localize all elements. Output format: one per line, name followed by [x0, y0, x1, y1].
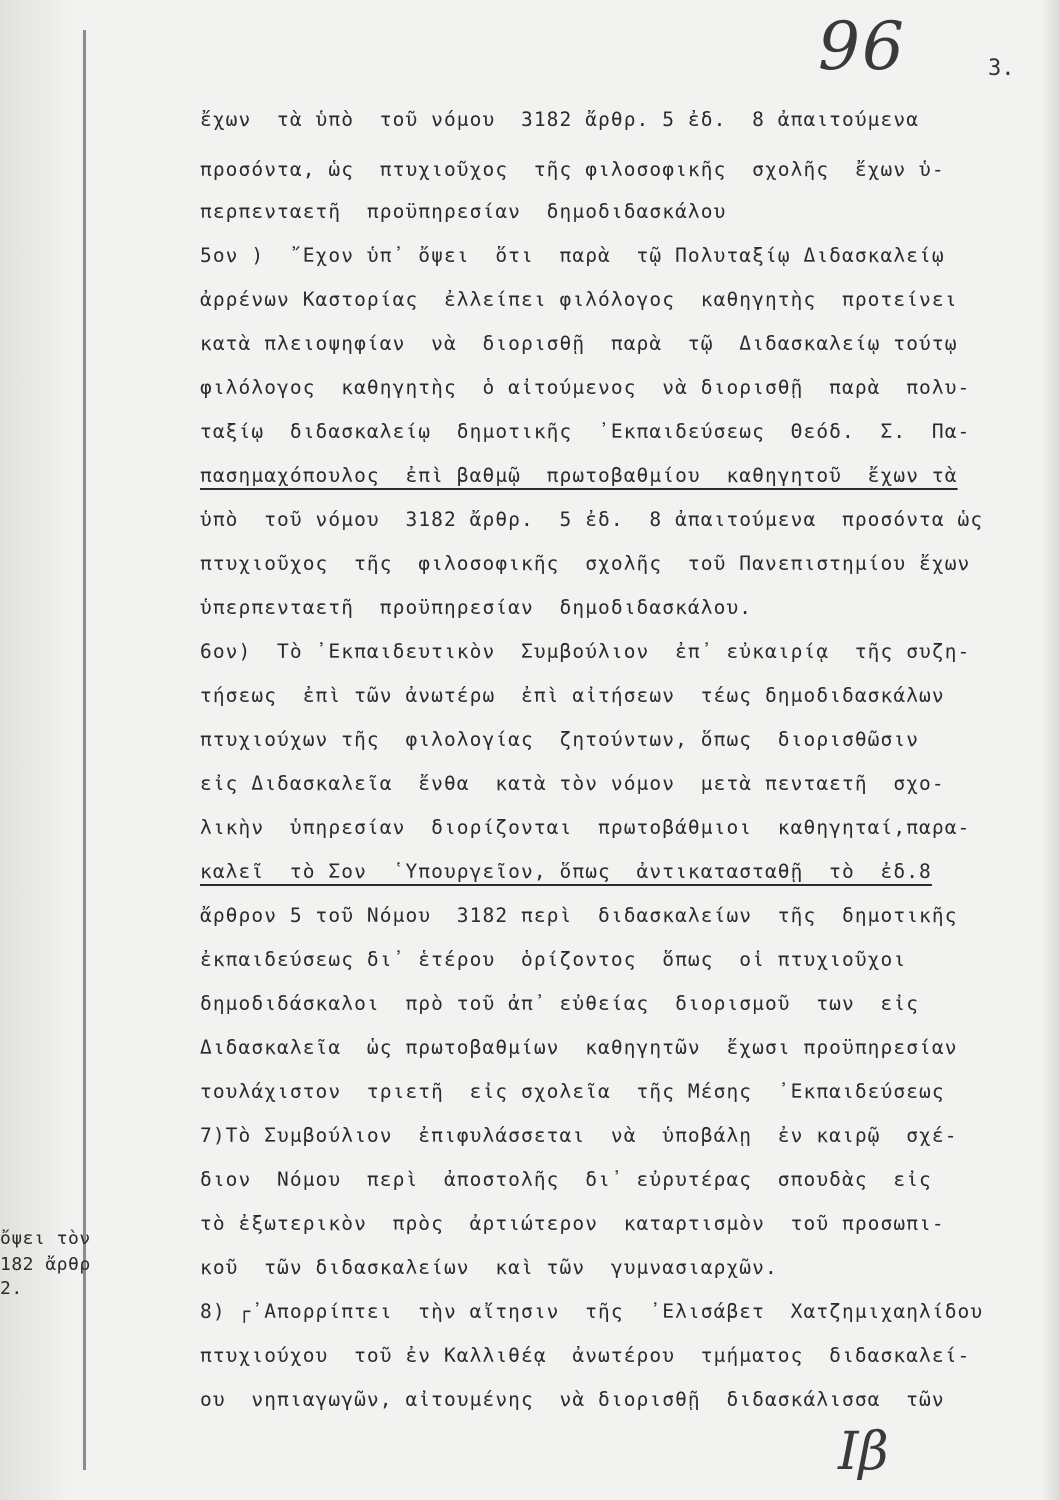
text-line: πτυχιούχων τῆς φιλολογίας ζητούντων, ὅπως διορισθῶσιν: [200, 728, 920, 751]
handwritten-initials: Ιβ: [838, 1422, 889, 1482]
text-line: ου νηπιαγωγῶν, αἰτουμένης νὰ διορισθῇ διδασκάλισσα τῶν: [200, 1388, 945, 1411]
text-line: καλεῖ τὸ Σον ῾Υπουργεῖον, ὅπως ἀντικατασταθῇ τὸ ἐδ.8: [200, 860, 932, 883]
text-line: 6ον) Τὸ ᾿Εκπαιδευτικὸν Συμβούλιον ἐπ᾽ εὐκαιρίᾳ τῆς συζη-: [200, 640, 971, 663]
text-line: τουλάχιστον τριετῆ εἰς σχολεῖα τῆς Μέσης ᾿Εκπαιδεύσεως: [200, 1080, 945, 1103]
text-line: ὑπερπενταετῆ προϋπηρεσίαν δημοδιδασκάλου.: [200, 596, 753, 619]
text-line: 5ον ) ῎Εχον ὑπ᾽ ὄψει ὅτι παρὰ τῷ Πολυταξίῳ Διδασκαλείῳ: [200, 244, 945, 267]
scan-right-edge: [1042, 0, 1060, 1500]
text-line: 8) ┌᾽Απορρίπτει τὴν αἴτησιν τῆς ᾿Ελισάβετ Χατζημιχαηλίδου: [200, 1300, 984, 1323]
text-line: εἰς Διδασκαλεῖα ἔνθα κατὰ τὸν νόμον μετὰ πενταετῆ σχο-: [200, 772, 945, 795]
text-line: ταξίῳ διδασκαλείῳ δημοτικῆς ᾿Εκπαιδεύσεως Θεόδ. Σ. Πα-: [200, 420, 971, 443]
text-line: προσόντα, ὡς πτυχιοῦχος τῆς φιλοσοφικῆς σχολῆς ἔχων ὑ-: [200, 158, 945, 181]
margin-note-line: 182 ἄρθρ: [0, 1254, 91, 1275]
text-line: ὑπὸ τοῦ νόμου 3182 ἄρθρ. 5 ἐδ. 8 ἀπαιτούμενα προσόντα ὡς: [200, 508, 984, 531]
text-line: φιλόλογος καθηγητὴς ὁ αἰτούμενος νὰ διορισθῇ παρὰ πολυ-: [200, 376, 971, 399]
text-line: πτυχιοῦχος τῆς φιλοσοφικῆς σχολῆς τοῦ Πανεπιστημίου ἔχων: [200, 552, 971, 575]
text-line: ἔχων τὰ ὑπὸ τοῦ νόμου 3182 ἄρθρ. 5 ἐδ. 8 ἀπαιτούμενα: [200, 108, 920, 131]
handwritten-page-number: 96: [818, 8, 906, 85]
typed-page-number: 3.: [988, 56, 1015, 81]
scan-left-edge: [0, 0, 70, 1500]
margin-note-line: 2.: [0, 1278, 23, 1299]
text-line: πασημαχόπουλος ἐπὶ βαθμῷ πρωτοβαθμίου καθηγητοῦ ἔχων τὰ: [200, 464, 958, 487]
text-line: περπενταετῆ προϋπηρεσίαν δημοδιδασκάλου: [200, 200, 727, 223]
margin-note-line: ὄψει τὸν: [0, 1228, 91, 1249]
text-line: τὸ ἐξωτερικὸν πρὸς ἀρτιώτερον καταρτισμὸν τοῦ προσωπι-: [200, 1212, 945, 1235]
text-line: διον Νόμου περὶ ἀποστολῆς δι᾽ εὐρυτέρας σπουδὰς εἰς: [200, 1168, 932, 1191]
text-line: λικὴν ὑπηρεσίαν διορίζονται πρωτοβάθμιοι καθηγηταί,παρα-: [200, 816, 971, 839]
text-line: ἀρρένων Καστορίας ἐλλείπει φιλόλογος καθηγητὴς προτείνει: [200, 288, 958, 311]
text-line: κατὰ πλειοψηφίαν νὰ διορισθῇ παρὰ τῷ Διδασκαλείῳ τούτῳ: [200, 332, 958, 355]
text-line: ἄρθρον 5 τοῦ Νόμου 3182 περὶ διδασκαλείων τῆς δημοτικῆς: [200, 904, 958, 927]
text-line: τήσεως ἐπὶ τῶν ἀνωτέρω ἐπὶ αἰτήσεων τέως δημοδιδασκάλων: [200, 684, 945, 707]
text-line: Διδασκαλεῖα ὡς πρωτοβαθμίων καθηγητῶν ἔχωσι προϋπηρεσίαν: [200, 1036, 958, 1059]
text-line: δημοδιδάσκαλοι πρὸ τοῦ ἀπ᾽ εὐθείας διορισμοῦ των εἰς: [200, 992, 920, 1015]
text-line: ἐκπαιδεύσεως δι᾽ ἑτέρου ὁρίζοντος ὅπως οἱ πτυχιοῦχοι: [200, 948, 907, 971]
text-line: 7)Τὸ Συμβούλιον ἐπιφυλάσσεται νὰ ὑποβάλῃ ἐν καιρῷ σχέ-: [200, 1124, 958, 1147]
text-line: κοῦ τῶν διδασκαλείων καὶ τῶν γυμνασιαρχῶν.: [200, 1256, 778, 1279]
text-line: πτυχιούχου τοῦ ἐν Καλλιθέᾳ ἀνωτέρου τμήματος διδασκαλεί-: [200, 1344, 971, 1367]
